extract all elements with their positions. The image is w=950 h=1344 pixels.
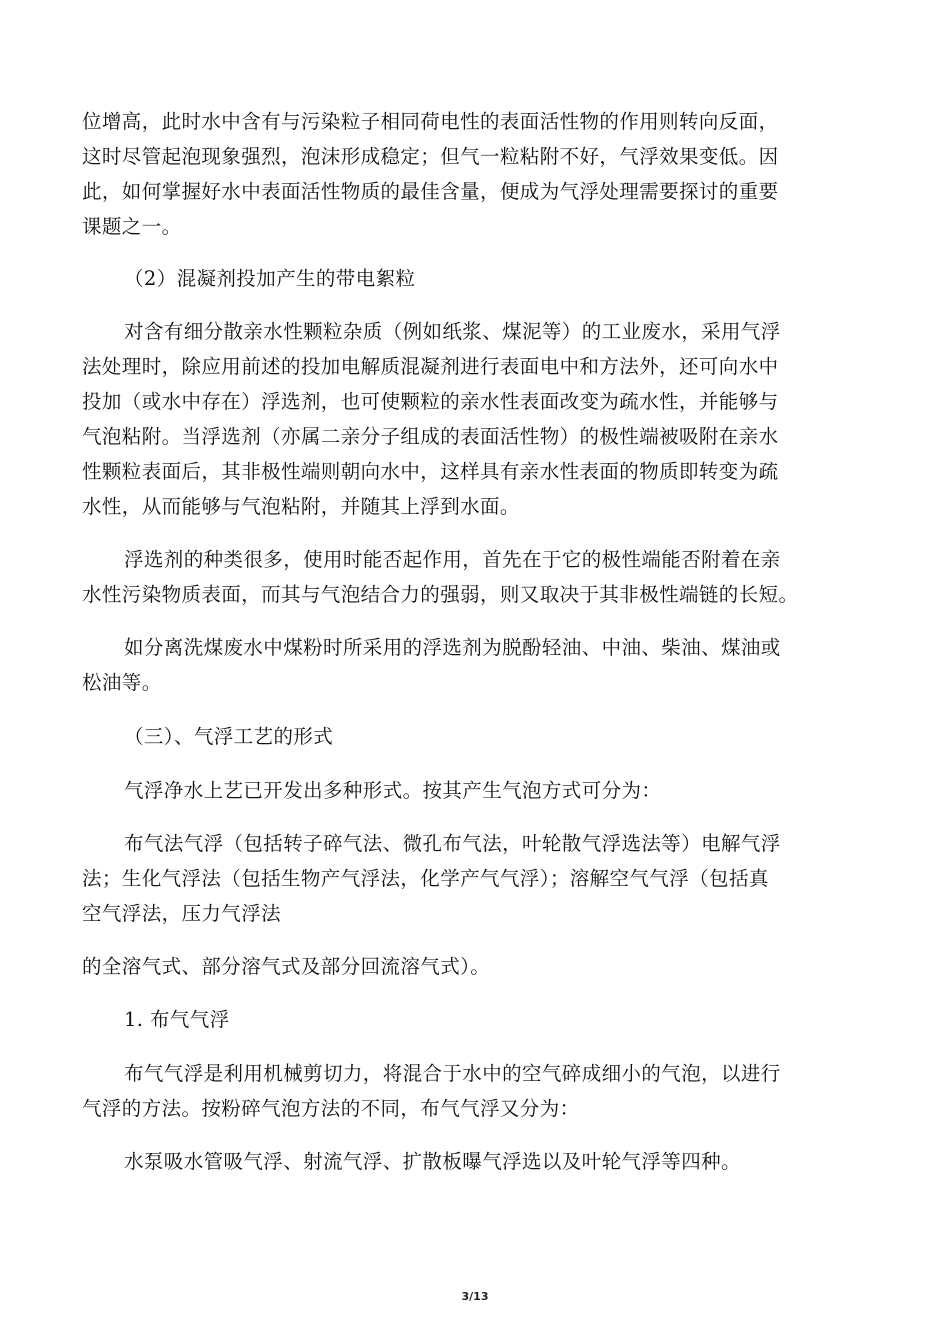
text-line: 水性污染物质表面，而其与气泡结合力的强弱，则又取决于其非极性端链的长短。: [82, 583, 799, 606]
text-line: 布气气浮是利用机械剪切力，将混合于水中的空气碎成细小的气泡，以进行: [124, 1062, 781, 1085]
text-line: 气浮的方法。按粉碎气泡方法的不同，布气气浮又分为：: [82, 1097, 580, 1120]
text-line: 布气法气浮（包括转子碎气法、微孔布气法，叶轮散气浮选法等）电解气浮: [124, 832, 781, 855]
text-line: 对含有细分散亲水性颗粒杂质（例如纸浆、煤泥等）的工业废水，采用气浮: [124, 320, 781, 343]
text-line: 空气浮法，压力气浮法: [82, 902, 282, 925]
text-line: 法；生化气浮法（包括生物产气浮法，化学产气气浮）；溶解空气气浮（包括真: [82, 867, 769, 890]
text-line: 法处理时，除应用前述的投加电解质混凝剂进行表面电中和方法外，还可向水中: [82, 355, 779, 378]
text-line: 这时尽管起泡现象强烈，泡沫形成稳定；但气一粒粘附不好，气浮效果变低。因: [82, 145, 779, 168]
paragraph: [82, 630, 868, 700]
paragraph: [82, 1144, 868, 1179]
section-heading: [82, 719, 868, 754]
text-line: 松油等。: [82, 671, 162, 694]
text-line: 投加（或水中存在）浮选剂，也可使颗粒的亲水性表面改变为疏水性，并能够与: [82, 390, 779, 413]
paragraph: [82, 542, 868, 612]
text-line: 气泡粘附。当浮选剂（亦属二亲分子组成的表面活性物）的极性端被吸附在亲水: [82, 425, 779, 448]
text-line: 如分离洗煤废水中煤粉时所采用的浮选剂为脱酚轻油、中油、柴油、煤油或: [124, 636, 781, 659]
text-line: 位增高，此时水中含有与污染粒子相同荷电性的表面活性物的作用则转向反面，: [82, 110, 779, 133]
text-line: 课题之一。: [82, 215, 182, 238]
text-line: （三）、气浮工艺的形式: [124, 725, 334, 748]
section-subheading: [82, 261, 868, 296]
paragraph: [82, 104, 868, 244]
text-line: 水性，从而能够与气泡粘附，并随其上浮到水面。: [82, 495, 520, 518]
paragraph: [82, 773, 868, 808]
paragraph: [82, 1056, 868, 1126]
page-number: 3/13: [461, 1290, 489, 1303]
text-line: 1. 布气气浮: [124, 1008, 230, 1031]
text-line: 此，如何掌握好水中表面活性物质的最佳含量，便成为气浮处理需要探讨的重要: [82, 180, 779, 203]
text-line: 气浮净水上艺已开发出多种形式。按其产生气泡方式可分为：: [124, 779, 662, 802]
text-line: 的全溶气式、部分溶气式及部分回流溶气式）。: [82, 955, 491, 978]
text-line: （2）混凝剂投加产生的带电絮粒: [124, 267, 416, 290]
paragraph: [82, 314, 868, 524]
text-line: 水泵吸水管吸气浮、射流气浮、扩散板曝气浮选以及叶轮气浮等四种。: [124, 1150, 741, 1173]
text-line: 浮选剂的种类很多，使用时能否起作用，首先在于它的极性端能否附着在亲: [124, 548, 781, 571]
paragraph: [82, 949, 868, 984]
text-line: 性颗粒表面后，其非极性端则朝向水中，这样具有亲水性表面的物质即转变为疏: [82, 460, 779, 483]
section-subheading: [82, 1002, 868, 1037]
paragraph: [82, 826, 868, 931]
